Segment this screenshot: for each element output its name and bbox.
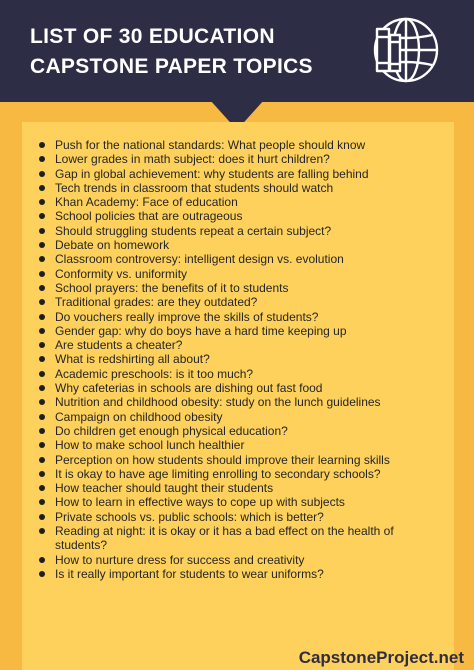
topic-item: Why cafeterias in schools are dishing out fast food	[38, 381, 436, 395]
topic-item: Campaign on childhood obesity	[38, 410, 436, 424]
topic-item: Khan Academy: Face of education	[38, 195, 436, 209]
topic-item: School policies that are outrageous	[38, 209, 436, 223]
header-banner	[0, 0, 474, 102]
topic-item: Perception on how students should improve their learning skills	[38, 453, 436, 467]
topic-item: Are students a cheater?	[38, 338, 436, 352]
topic-item: Traditional grades: are they outdated?	[38, 295, 436, 309]
topic-item: Lower grades in math subject: does it hurt children?	[38, 152, 436, 166]
topic-item: Gap in global achievement: why students are falling behind	[38, 167, 436, 181]
topic-item: How teacher should taught their students	[38, 481, 436, 495]
topic-list	[38, 138, 436, 581]
topic-item: Private schools vs. public schools: which is better?	[38, 510, 436, 524]
title-line-1: LIST OF 30 EDUCATION	[30, 25, 275, 48]
topic-item: It is okay to have age limiting enrolling to secondary schools?	[38, 467, 436, 481]
title-line-2: CAPSTONE PAPER TOPICS	[30, 55, 313, 78]
topic-item: What is redshirting all about?	[38, 352, 436, 366]
topic-item: Gender gap: why do boys have a hard time keeping up	[38, 324, 436, 338]
site-footer: CapstoneProject.net	[298, 648, 464, 667]
topic-item: Reading at night: it is okay or it has a bad effect on the health of students?	[38, 524, 436, 553]
topic-item: How to learn in effective ways to cope up with subjects	[38, 495, 436, 509]
topic-item: How to nurture dress for success and creativity	[38, 553, 436, 567]
topic-item: Nutrition and childhood obesity: study on the lunch guidelines	[38, 395, 436, 409]
books-globe-icon	[372, 16, 440, 84]
topic-item: Do children get enough physical education?	[38, 424, 436, 438]
topic-item: Academic preschools: is it too much?	[38, 367, 436, 381]
topic-item: Should struggling students repeat a certain subject?	[38, 224, 436, 238]
topic-item: Push for the national standards: What people should know	[38, 138, 436, 152]
topic-item: Classroom controversy: intelligent design vs. evolution	[38, 252, 436, 266]
topic-item: How to make school lunch healthier	[38, 438, 436, 452]
topic-item: Is it really important for students to wear uniforms?	[38, 567, 436, 581]
topic-item: Do vouchers really improve the skills of students?	[38, 310, 436, 324]
page-title	[30, 22, 313, 82]
topic-item: Tech trends in classroom that students should watch	[38, 181, 436, 195]
topic-item: Conformity vs. uniformity	[38, 267, 436, 281]
topic-item: School prayers: the benefits of it to students	[38, 281, 436, 295]
topic-item: Debate on homework	[38, 238, 436, 252]
